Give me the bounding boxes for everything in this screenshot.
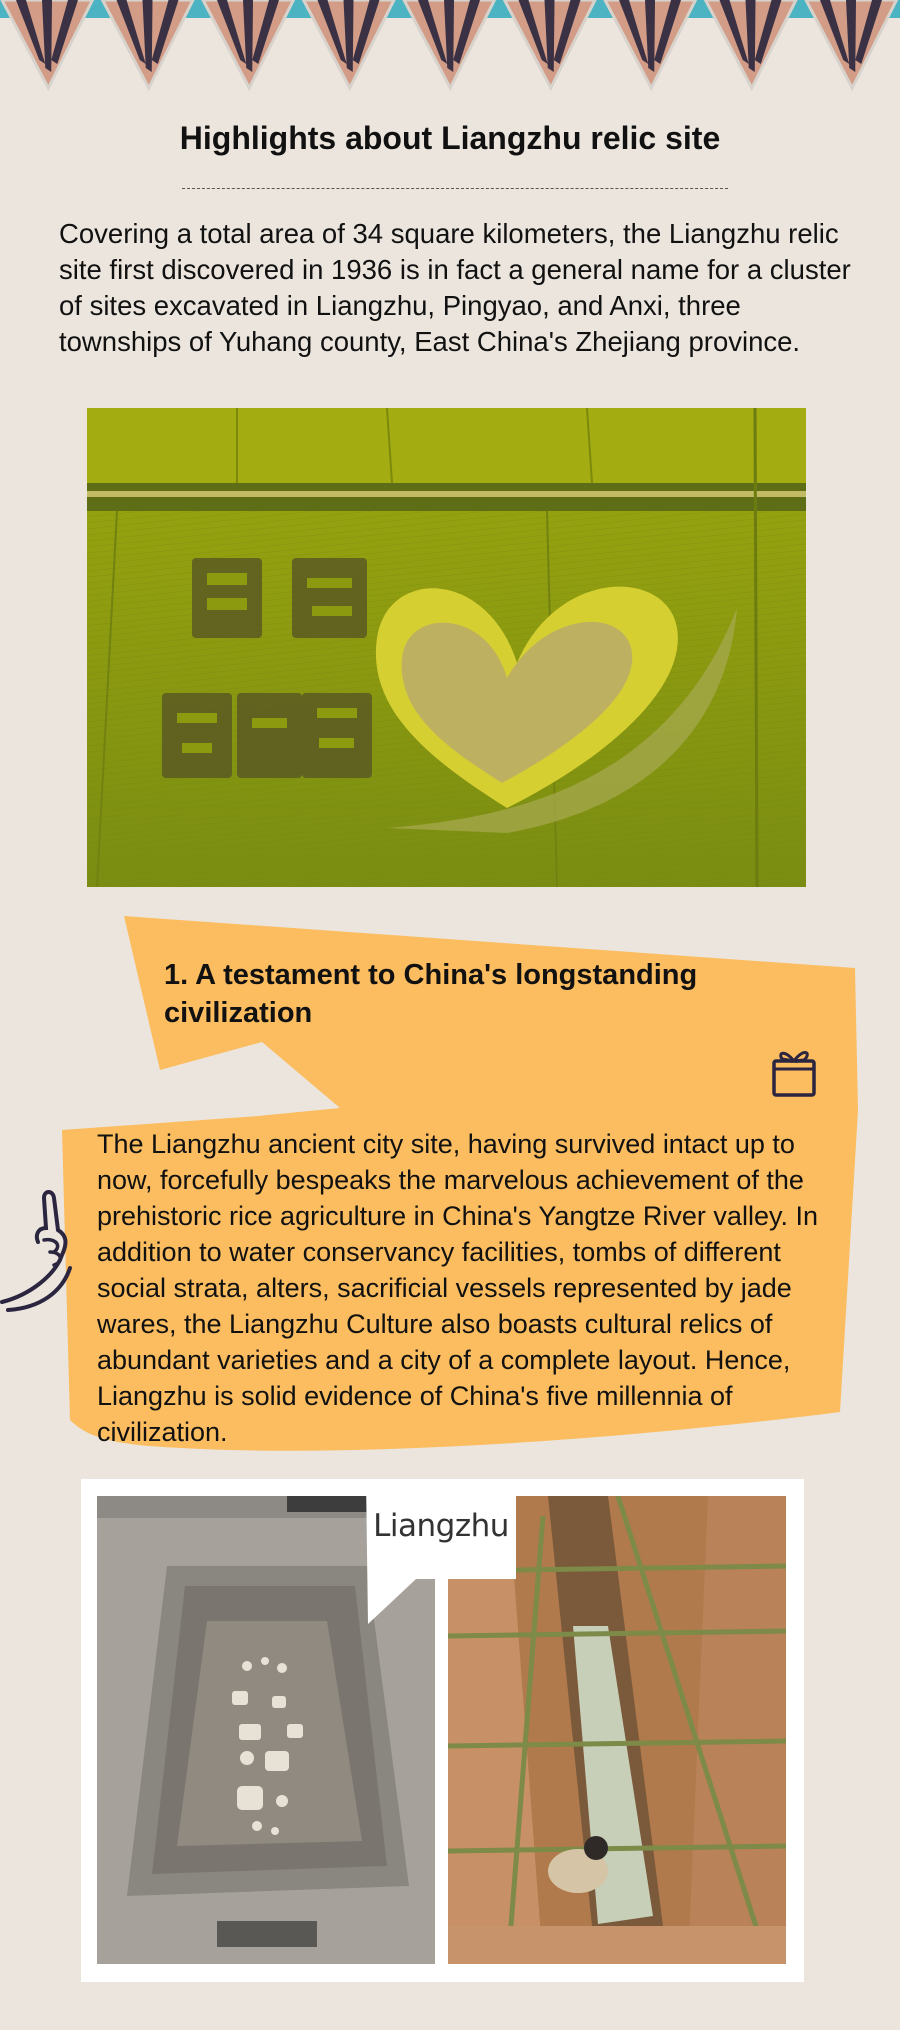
rice-field-aerial-photo	[87, 408, 806, 887]
photo-label: Liangzhu	[373, 1508, 509, 1544]
pointing-hand-icon	[0, 1180, 90, 1315]
photo-label-tab	[366, 1479, 516, 1629]
intro-paragraph: Covering a total area of 34 square kilometers, the Liangzhu relic site first discovered in 1936 is in fact a general name for a cluster of sites excavated in Liangzhu, Pingyao, and Anxi, three townships of Yuhang county, East China's Zhejiang province.	[59, 218, 851, 357]
title-divider	[182, 188, 728, 189]
gift-icon	[770, 1043, 820, 1099]
page-title: Highlights about Liangzhu relic site	[179, 120, 721, 156]
section-heading: 1. A testament to China's longstanding civilization	[164, 959, 698, 1029]
bunting-decoration	[0, 0, 900, 95]
section-body: The Liangzhu ancient city site, having survived intact up to now, forcefully bespeaks the marvelous achievement of the prehistoric rice agriculture in China's Yangtze River valley. In addition to water conservancy facilities, tombs of different social strata, alters, sacrificial vessels represented by jade wares, the Liangzhu Culture also boasts cultural relics of abundant varieties and a city of a complete layout. Hence, Liangzhu is solid evidence of China's five millennia of civilization.	[97, 1129, 818, 1447]
